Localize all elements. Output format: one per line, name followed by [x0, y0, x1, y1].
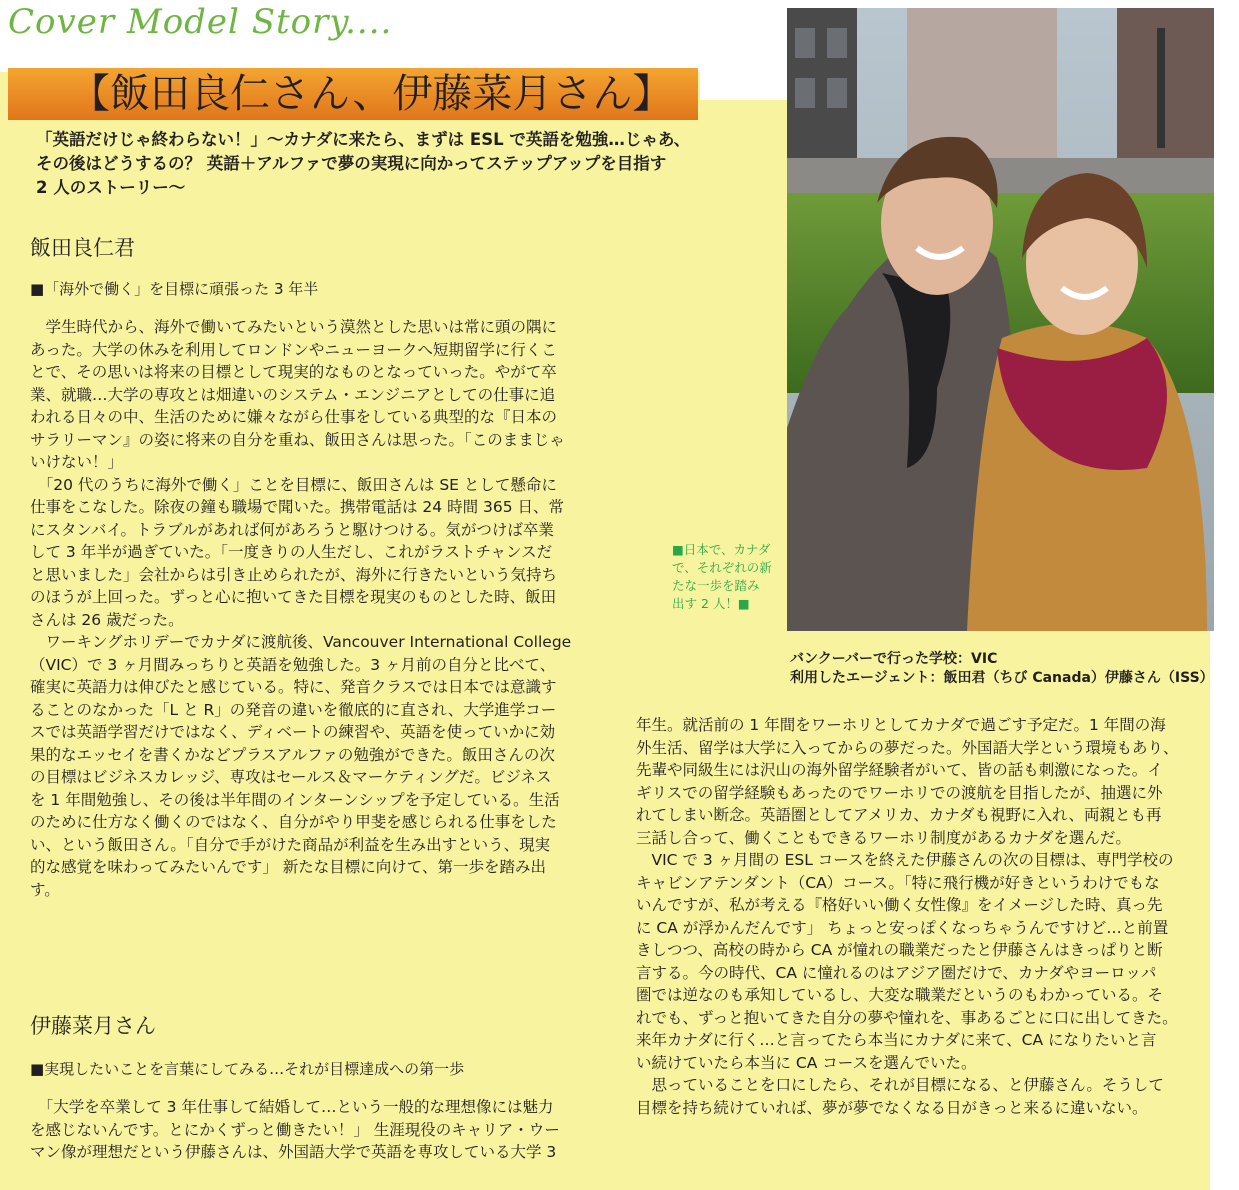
body-line: して 3 年半が過ぎていた。「一度きりの人生だし、これがラストチャンスだ [30, 543, 553, 561]
body-line: 三話し合って、働くこともできるワーホリ制度があるカナダを選んだ。 [636, 828, 1131, 847]
photo-info [790, 650, 1214, 688]
body-line: 先輩や同級生には沢山の海外留学経験者がいて、皆の話も刺激になった。イ [636, 761, 1163, 779]
cover-photo [787, 8, 1214, 631]
section-title: Cover Model Story.... [8, 2, 393, 42]
iida-name: 飯田良仁君 [30, 236, 135, 260]
body-line: 的な感覚を味わってみたいんです」 新たな目標に向けて、第一歩を踏み出 [30, 858, 546, 876]
body-line: 言する。今の時代、CA に憧れるのはアジア圏だけで、カナダやヨーロッパ [636, 963, 1157, 982]
body-line: マン像が理想だという伊藤さんは、外国語大学で英語を専攻している大学 3 [30, 1143, 557, 1161]
body-line: 仕事をこなした。除夜の鐘も職場で聞いた。携帯電話は 24 時間 365 日、常 [30, 498, 565, 516]
body-line: あった。大学の休みを利用してロンドンやニューヨークへ短期留学に行くこ [30, 340, 557, 359]
body-line: 「20 代のうちに海外で働く」ことを目標に、飯田さんは SE として懸命に [30, 475, 557, 494]
ito-body-right [636, 714, 1226, 1119]
body-line: ギリスでの留学経験もあったのでワーホリでの渡航を目指したが、抽選に外 [636, 783, 1163, 802]
body-line: れてしまい断念。英語圏としてアメリカ、カナダも視野に入れ、両親とも再 [636, 806, 1162, 824]
body-line: いんですが、私が考える『格好いい働く女性像』をイメージした時、真っ先 [636, 896, 1163, 914]
body-line: ることのなかった「L と R」の発音の違いを徹底的に直され、大学進学コー [30, 700, 557, 719]
body-line: われる日々の中、生活のために嫌々ながら仕事をしている典型的な『日本の [30, 408, 558, 426]
lead-line: 2 人のストーリー〜 [36, 178, 186, 197]
body-line: （VIC）で 3 ヶ月間みっちりと英語を勉強した。3 ヶ月前の自分と比べて、 [30, 655, 556, 674]
body-line: 外生活、留学は大学に入ってからの夢だった。外国語大学という環境もあり、 [636, 738, 1179, 757]
agent-info: 利用したエージェント：飯田君（ちび Canada）伊藤さん（ISS） [790, 670, 1214, 686]
body-line: のほうが上回った。ずっと心に抱いてきた目標を現実のものとした時、飯田 [30, 588, 557, 606]
body-line: 目標を持ち続けていれば、夢が夢でなくなる日がきっと来るに違いない。 [636, 1098, 1148, 1117]
body-line: にスタンバイ。トラブルがあれば何があろうと駆けつける。気がつけば卒業 [30, 520, 554, 539]
school-info: バンクーバーで行った学校：VIC [790, 651, 998, 667]
iida-subhead: ■「海外で働く」を目標に頑張った 3 年半 [30, 280, 319, 298]
body-line: いけない！」 [30, 453, 124, 471]
caption-line: で、それぞれの新 [672, 560, 772, 575]
main-title: 【飯田良仁さん、伊藤菜月さん】 [70, 71, 673, 117]
body-line: スでは英語学習だけではなく、ディベートの練習や、英語を使っていかに効 [30, 723, 556, 741]
body-line: 確実に英語力は伸びたと感じている。特に、発音クラスでは日本では意識す [30, 678, 557, 696]
lead-text [36, 128, 796, 200]
iida-body [30, 316, 620, 901]
lead-line: 「英語だけじゃ終わらない！」〜カナダに来たら、まずは ESL で英語を勉強…じゃあ、 [36, 130, 691, 149]
body-line: い、という飯田さん。「自分で手がけた商品が利益を生み出すという、現実 [30, 835, 551, 854]
body-line: キャビンアテンダント（CA）コース。「特に飛行機が好きというわけでもな [636, 873, 1160, 892]
caption-line: ■日本で、カナダ [672, 542, 771, 557]
body-line: の目標はビジネスカレッジ、専攻はセールス＆マーケティングだ。ビジネス [30, 768, 552, 786]
ito-body-left [30, 1096, 620, 1164]
body-line: れでも、ずっと抱いてきた自分の夢や憧れを、事あるごとに口に出してきた。 [636, 1008, 1178, 1027]
body-line: を感じないんです。とにかくずっと働きたい！」 生涯現役のキャリア・ウー [30, 1120, 560, 1139]
body-line: 来年カナダに行く…と言ってたら本当にカナダに来て、CA になりたいと言 [636, 1031, 1157, 1049]
body-line: 「大学を卒業して 3 年仕事して結婚して…という一般的な理想像には魅力 [30, 1098, 554, 1116]
body-line: 果的なエッセイを書くかなどプラスアルファの勉強ができた。飯田さんの次 [30, 745, 555, 764]
body-line: 思っていることを口にしたら、それが目標になる、と伊藤さん。そうして [636, 1076, 1164, 1094]
body-line: VIC で 3 ヶ月間の ESL コースを終えた伊藤さんの次の目標は、専門学校の [636, 851, 1174, 869]
body-line: と思いました」会社からは引き止められたが、海外に行きたいという気持ち [30, 565, 558, 584]
body-line: い続けていたら本当に CA コースを選んでいた。 [636, 1053, 977, 1072]
body-line: す。 [30, 880, 60, 899]
body-line: ワーキングホリデーでカナダに渡航後、Vancouver International College [30, 633, 572, 651]
body-line: 年生。就活前の 1 年間をワーホリとしてカナダで過ごす予定だ。1 年間の海 [636, 716, 1166, 734]
body-line: 圏では逆なのも承知しているし、大変な職業だというのもわかっている。そ [636, 986, 1164, 1004]
body-line: 学生時代から、海外で働いてみたいという漠然とした思いは常に頭の隅に [30, 318, 558, 336]
ito-subhead: ■実現したいことを言葉にしてみる…それが目標達成への第一歩 [30, 1060, 465, 1078]
photo-caption [672, 541, 784, 613]
caption-line: 出す 2 人！■ [672, 596, 750, 611]
body-line: サラリーマン』の姿に将来の自分を重ね、飯田さんは思った。「このままじゃ [30, 430, 565, 449]
body-line: を 1 年間勉強し、その後は半年間のインターンシップを予定している。生活 [30, 790, 560, 809]
body-line: のために仕方なく働くのではなく、自分がやり甲斐を感じられる仕事をした [30, 813, 557, 831]
body-line: とで、その思いは将来の目標として現実的なものとなっていった。やがて卒 [30, 363, 557, 381]
caption-line: たな一歩を踏み [672, 578, 760, 593]
body-line: に CA が浮かんだんです」 ちょっと安っぽくなっちゃうんですけど…と前置 [636, 918, 1169, 937]
body-line: 業、就職…大学の専攻とは畑違いのシステム・エンジニアとしての仕事に追 [30, 385, 556, 404]
lead-line: その後はどうするの？ 英語＋アルファで夢の実現に向かってステップアップを目指す [36, 154, 667, 173]
body-line: さんは 26 歳だった。 [30, 610, 184, 629]
body-line: きしつつ、高校の時から CA が憧れの職業だったと伊藤さんはきっぱりと断 [636, 941, 1163, 959]
photo-illustration [787, 8, 1214, 631]
ito-name: 伊藤菜月さん [30, 1014, 156, 1038]
